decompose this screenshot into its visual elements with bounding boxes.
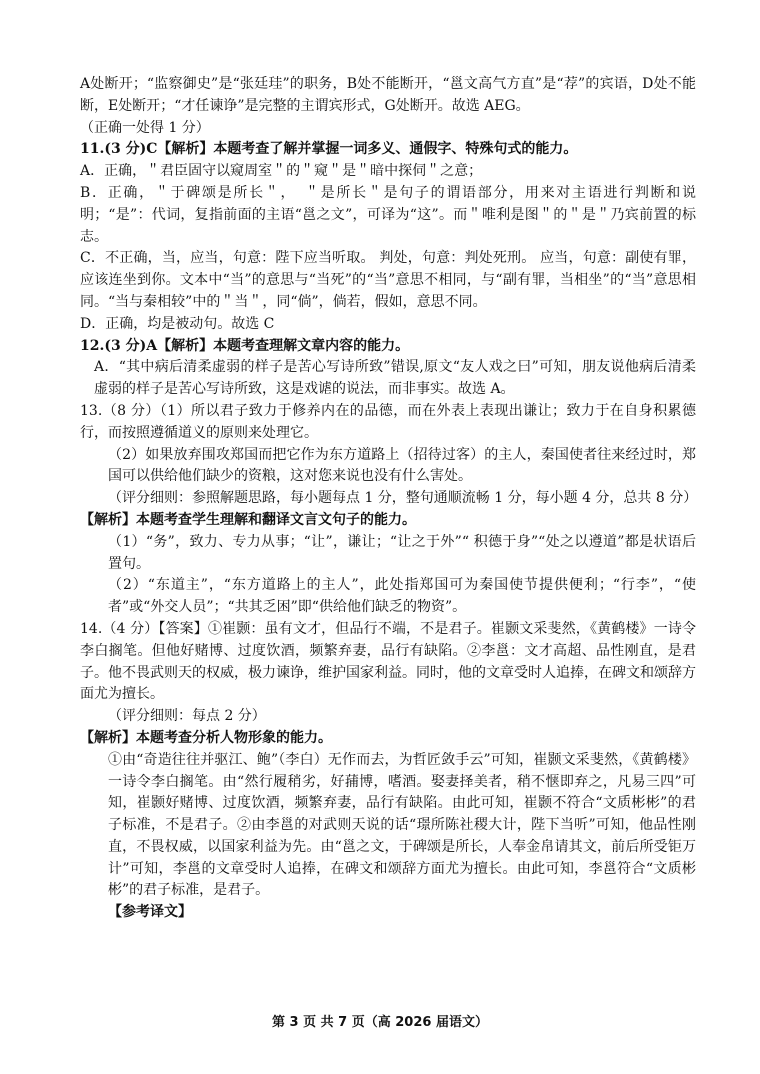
q11-option-c: C．不正确，当，应当，句意：陛下应当听取。 判处，句意：判处死刑。 应当，句意：副使有罪，应该连坐到你。文本中“当”的意思与“当死”的“当”意思不相同，与“副有罪，当相坐”的“当”意思相同。“当与秦相较”中的＂当＂，同“倘”，倘若，假如，意思不同。 <box>80 250 696 310</box>
q14-analysis-body: ①由“奇造往往并驱江、鲍”（李白）无作而去，为哲匠敛手云”可知，崔颢文采斐然，《黄鹤楼》一诗令李白搁笔。由“然行履稍劣，好蒱博，嗜酒。娶妻择美者，稍不惬即弃之，凡易三四”可知，崔颢好赌博、过度饮酒，频繁弃妻，品行有缺陷。由此可知，崔颢不符合“文质彬彬”的君子标准，不是君子。②由李邕的对武则天说的话“璟所陈社稷大计，陛下当听”可知，他品性刚直，不畏权威，以国家利益为先。由“邕之文，于碑颂是所长，人奉金帛请其文，前后所受钜万计”可知，李邕的文章受时人追捧，在碑文和颂辞方面尤为擅长。由此可知，李邕符合“文质彬彬”的君子标准，是君子。 <box>108 751 696 899</box>
question-13-answer-2: （2）如果放弃围攻郑国而把它作为东方道路上（招待过客）的主人，秦国使者往来经过时，郑国可以供给他们缺少的资粮，这对您来说也没有什么害处。 <box>108 446 696 485</box>
q11-option-b: B．正确，＂于碑颂是所长＂， ＂是所长＂是句子的谓语部分，用来对主语进行判断和说明；“是”：代词，复指前面的主语“邕之文”，可译为“这”。而＂唯利是图＂的＂是＂乃宾前置的标志。 <box>80 184 696 245</box>
q13-analysis-1: （1）“务”，致力、专力从事；“让”，谦让；“让之于外”“ 积德于身”“处之以遵道”都是状语后置句。 <box>108 533 696 572</box>
answer-8-continued: A处断开；“监察御史”是“张廷珪”的职务，B处不能断开，“邕文高气方直”是“荐”的宾语，D处不能断，E处断开；“才任谏诤”是完整的主谓宾形式，G处断开。故选 AEG。 <box>80 76 696 114</box>
scoring-note-8: （正确一处得 1 分） <box>80 119 210 136</box>
scoring-note-14: （评分细则：每点 2 分） <box>108 708 266 725</box>
question-12-heading: 12.(3 分)A【解析】本题考查理解文章内容的能力。 <box>80 337 410 354</box>
q11-option-a: A．正确，＂君臣固守以窥周室＂的＂窥＂是＂暗中探伺＂之意； <box>80 163 483 180</box>
q14-analysis-heading: 【解析】本题考查分析人物形象的能力。 <box>80 729 332 746</box>
question-13-answer-1: 13.（8 分）（1）所以君子致力于修养内在的品德，而在外表上表现出谦让；致力于在自身积累德行，而按照遵循道义的原则来处理它。 <box>80 402 696 441</box>
reference-translation-heading: 【参考译文】 <box>108 904 192 921</box>
question-14-answer: 14.（4 分）【答案】①崔颢：虽有文才，但品行不端，不是君子。崔颢文采斐然，《黄鹤楼》一诗令李白搁笔。但他好赌博、过度饮酒，频繁弃妻，品行有缺陷。②李邕：文才高超、品性刚直，是君子。他不畏武则天的权威，极力谏诤，维护国家利益。同时，他的文章受时人追捧，在碑文和颂辞方面尤为擅长。 <box>80 620 696 703</box>
page-footer: 第 3 页 共 7 页（高 2026 届语文） <box>272 1015 488 1030</box>
q13-analysis-heading: 【解析】本题考查学生理解和翻译文言文句子的能力。 <box>80 511 416 528</box>
scoring-note-13: （评分细则：参照解题思路，每小题每点 1 分，整句通顺流畅 1 分，每小题 4 分，总共 8 分） <box>108 490 698 507</box>
q11-option-d: D．正确，均是被动句。故选 C <box>80 315 275 332</box>
q12-option-a: A．“其中病后清柔虚弱的样子是苦心写诗所致”错误,原文“友人戏之曰”可知，朋友说他病后清柔虚弱的样子是苦心写诗所致，这是戏谑的说法，而非事实。故选 A。 <box>94 359 696 398</box>
question-11-heading: 11.(3 分)C【解析】本题考查了解并掌握一词多义、通假字、特殊句式的能力。 <box>80 141 578 158</box>
q13-analysis-2: （2）“东道主”，“东方道路上的主人”，此处指郑国可为秦国使节提供便利；“行李”，“使者”或“外交人员”；“共其乏困”即“供给他们缺乏的物资”。 <box>108 577 696 616</box>
